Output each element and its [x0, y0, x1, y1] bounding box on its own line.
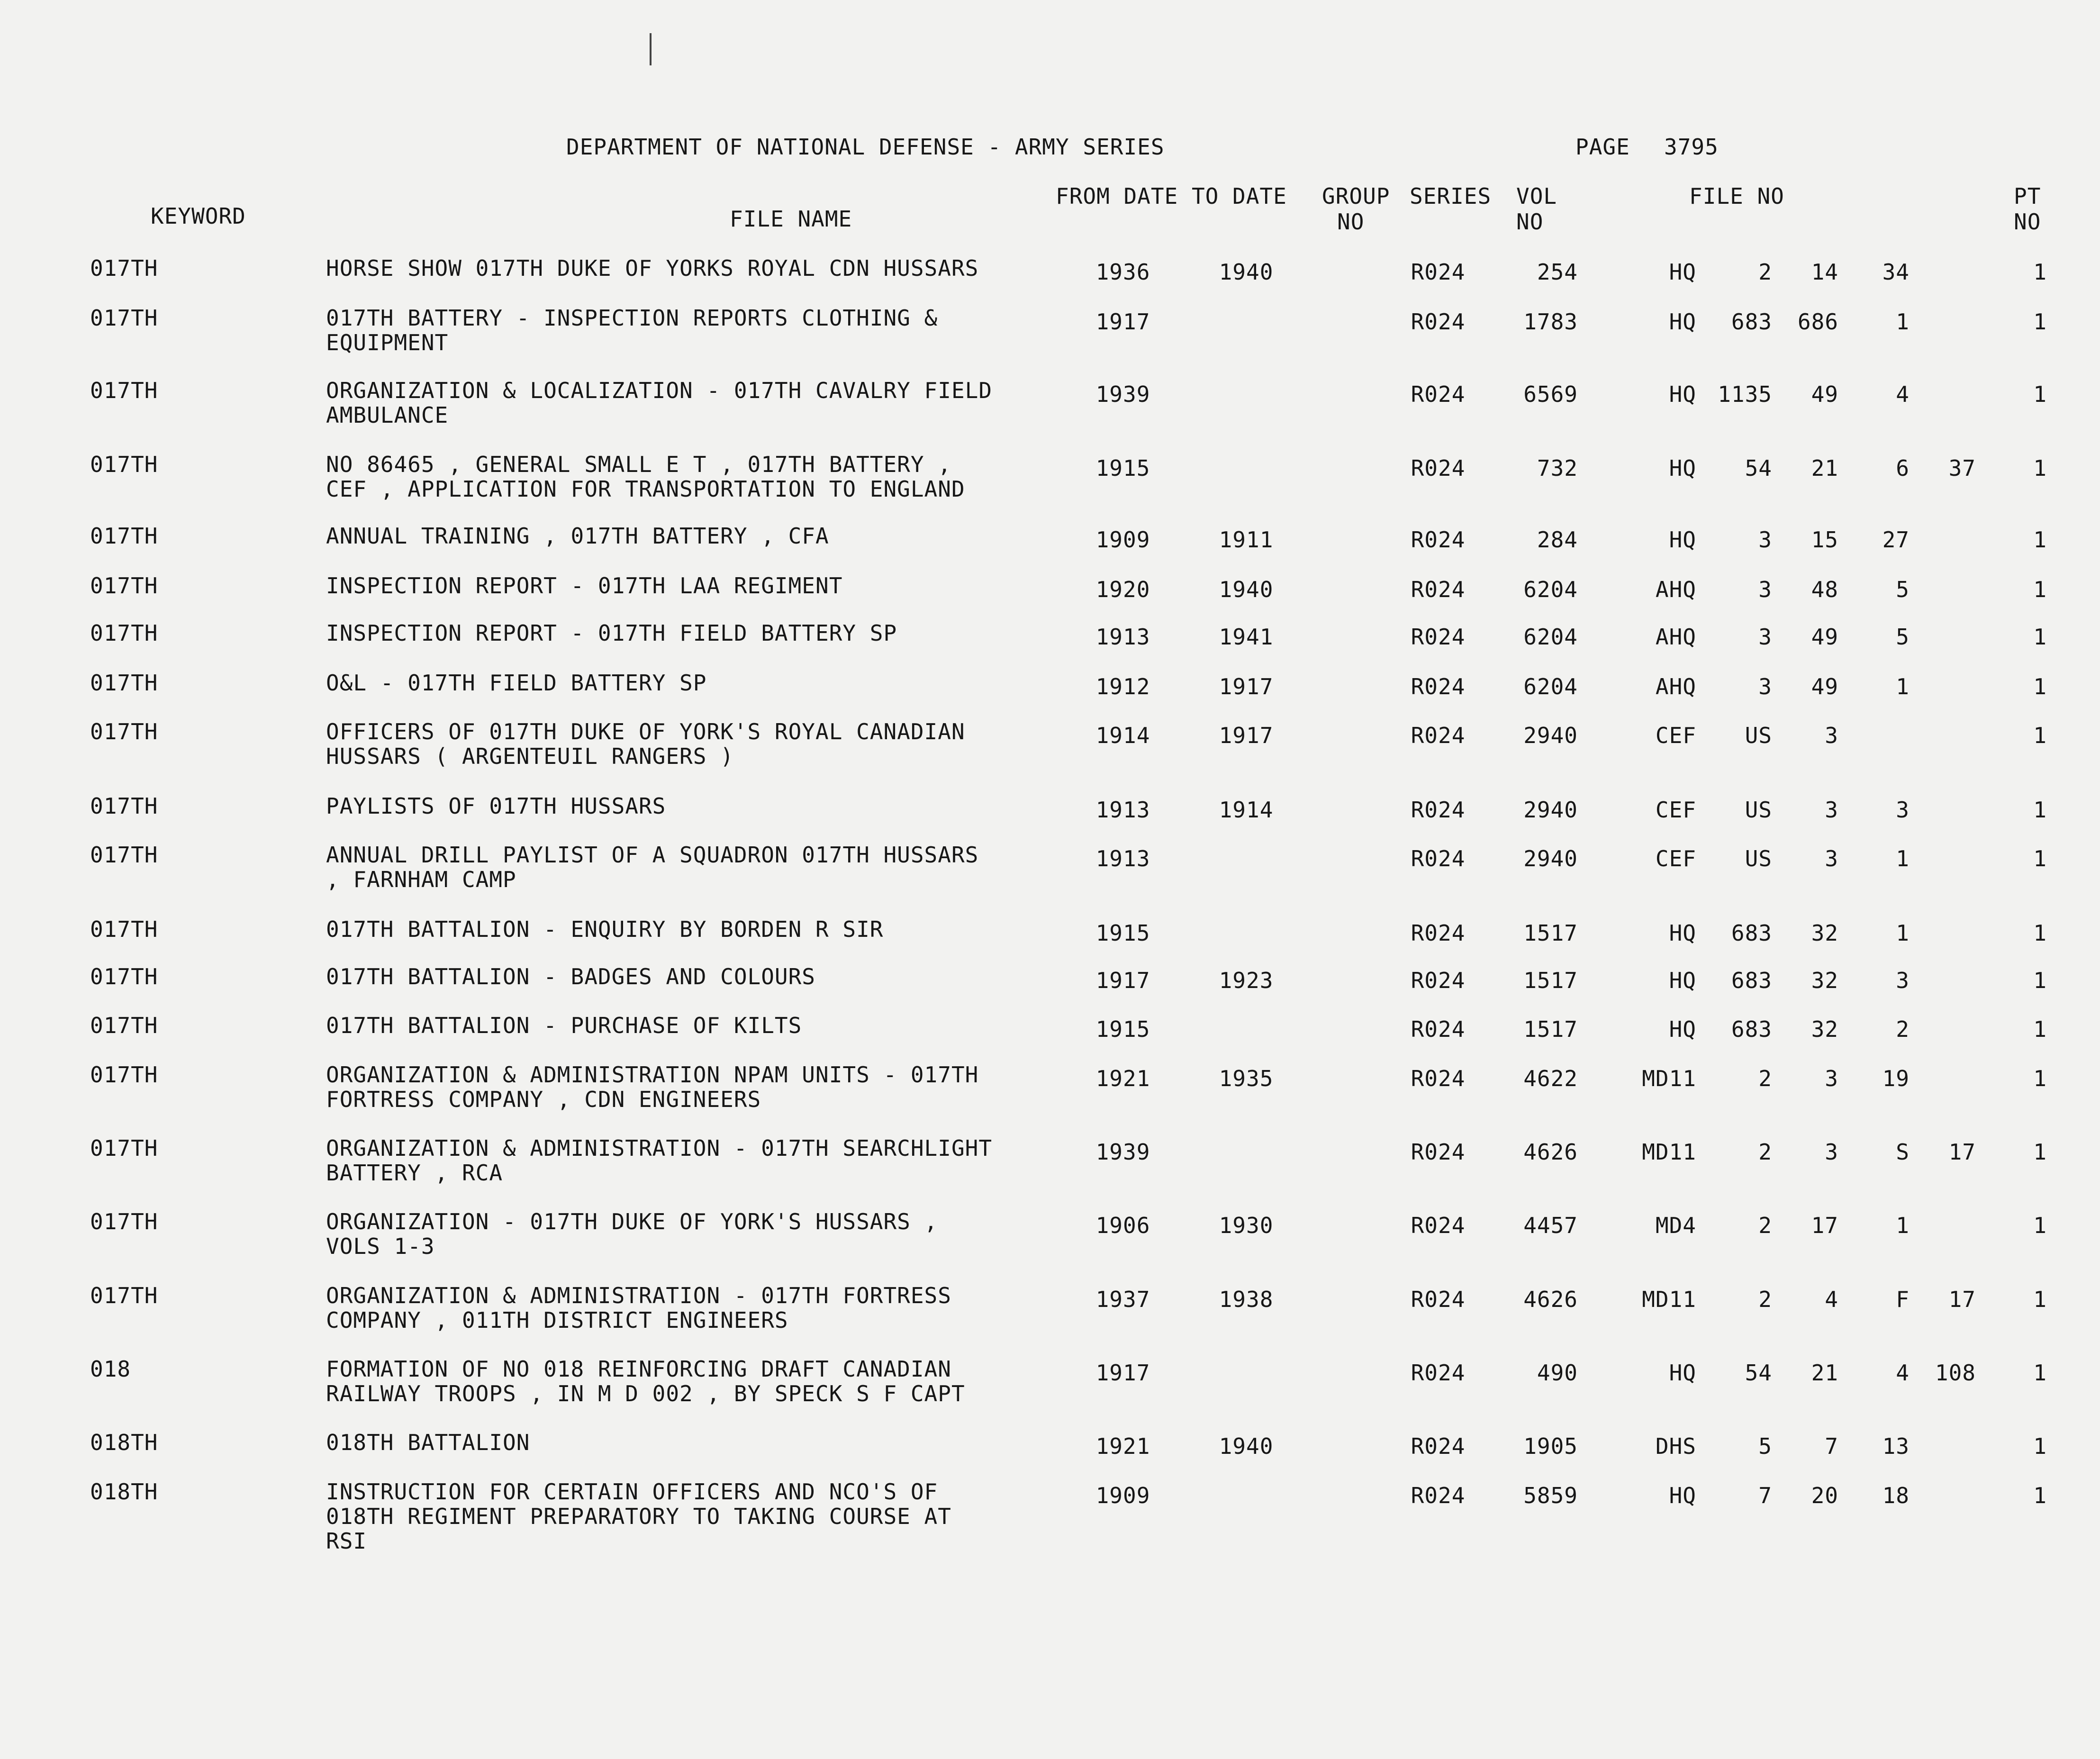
vol-no-cell: 6569 [1523, 381, 1578, 407]
keyword-cell: 017TH [90, 255, 158, 281]
series-cell: R024 [1411, 846, 1466, 871]
keyword-cell: 017TH [90, 1062, 158, 1088]
series-cell: R024 [1411, 1016, 1466, 1042]
file-no-part4-cell: 5 [1896, 624, 1910, 650]
file-no-part4-cell: 4 [1896, 1360, 1910, 1386]
file-no-part1-cell: CEF [1655, 846, 1696, 871]
vol-no-cell: 6204 [1523, 674, 1578, 699]
file-no-part2-cell: 2 [1758, 1139, 1772, 1165]
file-no-part3-cell: 17 [1811, 1213, 1838, 1238]
to-date-cell: 1940 [1219, 259, 1274, 285]
from-date-cell: 1917 [1095, 968, 1150, 993]
file-no-part4-cell: 1 [1896, 846, 1910, 871]
file-no-part4-cell: 34 [1882, 259, 1910, 285]
file-name-cell: ORGANIZATION & ADMINISTRATION - 017TH SEARCHLIGHT BATTERY , RCA [326, 1135, 993, 1186]
vol-no-cell: 6204 [1523, 624, 1578, 650]
file-no-part3-cell: 32 [1811, 920, 1838, 946]
keyword-cell: 017TH [90, 523, 158, 549]
file-no-part3-cell: 3 [1825, 797, 1838, 823]
vol-no-cell: 2940 [1523, 723, 1578, 748]
keyword-cell: 017TH [90, 719, 158, 744]
series-cell: R024 [1411, 259, 1466, 285]
vol-no-cell: 6204 [1523, 577, 1578, 602]
column-header-file-no: FILE NO [1689, 183, 1784, 209]
series-cell: R024 [1411, 1287, 1466, 1312]
series-cell: R024 [1411, 577, 1466, 602]
file-no-part3-cell: 32 [1811, 968, 1838, 993]
series-cell: R024 [1411, 674, 1466, 699]
file-no-part2-cell: 3 [1758, 674, 1772, 699]
file-name-cell: INSTRUCTION FOR CERTAIN OFFICERS AND NCO'S OF 018TH REGIMENT PREPARATORY TO TAKING COURSE AT RSI [326, 1479, 951, 1554]
vol-no-cell: 4626 [1523, 1287, 1578, 1312]
series-cell: R024 [1411, 1139, 1466, 1165]
keyword-cell: 017TH [90, 916, 158, 942]
file-no-part1-cell: HQ [1669, 920, 1696, 946]
pt-no-cell: 1 [2033, 968, 2047, 993]
keyword-cell: 018TH [90, 1479, 158, 1505]
file-no-part3-cell: 3 [1825, 846, 1838, 871]
keyword-cell: 017TH [90, 964, 158, 989]
file-no-part1-cell: AHQ [1655, 577, 1696, 602]
file-no-part4-cell: 5 [1896, 577, 1910, 602]
pt-no-cell: 1 [2033, 797, 2047, 823]
file-no-part1-cell: CEF [1655, 723, 1696, 748]
from-date-cell: 1937 [1095, 1287, 1150, 1312]
to-date-cell: 1914 [1219, 797, 1274, 823]
file-no-part1-cell: HQ [1669, 1483, 1696, 1508]
column-header-pt-no: NO [2014, 209, 2041, 235]
file-no-part2-cell: 683 [1731, 1016, 1772, 1042]
pt-no-cell: 1 [2033, 624, 2047, 650]
to-date-cell: 1930 [1219, 1213, 1274, 1238]
file-name-cell: HORSE SHOW 017TH DUKE OF YORKS ROYAL CDN HUSSARS [326, 255, 979, 281]
pt-no-cell: 1 [2033, 381, 2047, 407]
file-no-part1-cell: MD11 [1642, 1287, 1696, 1312]
series-cell: R024 [1411, 1433, 1466, 1459]
from-date-cell: 1906 [1095, 1213, 1150, 1238]
from-date-cell: 1913 [1095, 797, 1150, 823]
vol-no-cell: 1517 [1523, 1016, 1578, 1042]
column-header-vol-no: NO [1516, 209, 1544, 235]
file-name-cell: ORGANIZATION & LOCALIZATION - 017TH CAVALRY FIELD AMBULANCE [326, 378, 993, 428]
file-no-part3-cell: 7 [1825, 1433, 1838, 1459]
series-cell: R024 [1411, 1213, 1466, 1238]
series-cell: R024 [1411, 1066, 1466, 1091]
file-no-part3-cell: 32 [1811, 1016, 1838, 1042]
vol-no-cell: 732 [1537, 455, 1578, 481]
file-no-part2-cell: 7 [1758, 1483, 1772, 1508]
vol-no-cell: 1905 [1523, 1433, 1578, 1459]
from-date-cell: 1921 [1095, 1433, 1150, 1459]
pt-no-cell: 1 [2033, 1213, 2047, 1238]
from-date-cell: 1939 [1095, 381, 1150, 407]
to-date-cell: 1940 [1219, 1433, 1274, 1459]
keyword-cell: 018 [90, 1356, 131, 1382]
file-no-part1-cell: CEF [1655, 797, 1696, 823]
column-header-dates: FROM DATE TO DATE [1056, 183, 1287, 209]
pt-no-cell: 1 [2033, 527, 2047, 553]
from-date-cell: 1909 [1095, 1483, 1150, 1508]
page-number: 3795 [1664, 134, 1719, 160]
keyword-cell: 017TH [90, 1135, 158, 1161]
file-no-part1-cell: AHQ [1655, 674, 1696, 699]
series-cell: R024 [1411, 309, 1466, 335]
file-no-part4-cell: 18 [1882, 1483, 1910, 1508]
file-no-part2-cell: US [1745, 723, 1772, 748]
series-cell: R024 [1411, 455, 1466, 481]
pt-no-cell: 1 [2033, 259, 2047, 285]
vol-no-cell: 2940 [1523, 846, 1578, 871]
column-header-keyword: KEYWORD [151, 203, 246, 229]
to-date-cell: 1941 [1219, 624, 1274, 650]
file-no-part3-cell: 21 [1811, 1360, 1838, 1386]
file-no-part1-cell: HQ [1669, 309, 1696, 335]
from-date-cell: 1915 [1095, 1016, 1150, 1042]
from-date-cell: 1917 [1095, 1360, 1150, 1386]
to-date-cell: 1935 [1219, 1066, 1274, 1091]
vol-no-cell: 490 [1537, 1360, 1578, 1386]
file-no-part2-cell: 3 [1758, 527, 1772, 553]
file-no-part2-cell: US [1745, 846, 1772, 871]
file-no-part3-cell: 14 [1811, 259, 1838, 285]
series-cell: R024 [1411, 624, 1466, 650]
pt-no-cell: 1 [2033, 1360, 2047, 1386]
file-no-part3-cell: 49 [1811, 381, 1838, 407]
file-name-cell: ORGANIZATION & ADMINISTRATION NPAM UNITS - 017TH FORTRESS COMPANY , CDN ENGINEERS [326, 1062, 979, 1112]
file-no-part2-cell: 3 [1758, 624, 1772, 650]
file-name-cell: ORGANIZATION & ADMINISTRATION - 017TH FORTRESS COMPANY , 011TH DISTRICT ENGINEERS [326, 1283, 951, 1333]
file-no-part5-cell: 17 [1948, 1287, 1976, 1312]
file-no-part2-cell: 5 [1758, 1433, 1772, 1459]
file-no-part1-cell: HQ [1669, 1016, 1696, 1042]
to-date-cell: 1917 [1219, 723, 1274, 748]
column-header-vol: VOL [1516, 183, 1557, 209]
keyword-cell: 017TH [90, 378, 158, 403]
pt-no-cell: 1 [2033, 674, 2047, 699]
keyword-cell: 017TH [90, 452, 158, 477]
file-no-part4-cell: F [1896, 1287, 1910, 1312]
series-cell: R024 [1411, 1360, 1466, 1386]
file-no-part4-cell: 1 [1896, 309, 1910, 335]
keyword-cell: 017TH [90, 1209, 158, 1234]
from-date-cell: 1917 [1095, 309, 1150, 335]
series-cell: R024 [1411, 920, 1466, 946]
from-date-cell: 1920 [1095, 577, 1150, 602]
file-no-part5-cell: 108 [1935, 1360, 1976, 1386]
keyword-cell: 017TH [90, 305, 158, 331]
to-date-cell: 1938 [1219, 1287, 1274, 1312]
file-no-part3-cell: 3 [1825, 1139, 1838, 1165]
pt-no-cell: 1 [2033, 1483, 2047, 1508]
file-no-part1-cell: HQ [1669, 1360, 1696, 1386]
file-no-part2-cell: 683 [1731, 309, 1772, 335]
file-no-part1-cell: MD4 [1655, 1213, 1696, 1238]
series-cell: R024 [1411, 1483, 1466, 1508]
to-date-cell: 1923 [1219, 968, 1274, 993]
column-header-file-name: FILE NAME [730, 206, 852, 232]
file-no-part5-cell: 37 [1948, 455, 1976, 481]
column-header-group: GROUP [1322, 183, 1390, 209]
file-no-part2-cell: 54 [1745, 455, 1772, 481]
file-name-cell: INSPECTION REPORT - 017TH FIELD BATTERY SP [326, 620, 897, 646]
file-no-part3-cell: 4 [1825, 1287, 1838, 1312]
file-no-part3-cell: 49 [1811, 674, 1838, 699]
series-cell: R024 [1411, 527, 1466, 553]
vol-no-cell: 4622 [1523, 1066, 1578, 1091]
keyword-cell: 017TH [90, 842, 158, 868]
file-no-part3-cell: 3 [1825, 723, 1838, 748]
file-no-part1-cell: HQ [1669, 968, 1696, 993]
file-no-part4-cell: 1 [1896, 920, 1910, 946]
file-no-part2-cell: 683 [1731, 920, 1772, 946]
file-name-cell: NO 86465 , GENERAL SMALL E T , 017TH BATTERY , CEF , APPLICATION FOR TRANSPORTATION TO ENGLAND [326, 452, 965, 502]
file-name-cell: ORGANIZATION - 017TH DUKE OF YORK'S HUSSARS , VOLS 1-3 [326, 1209, 938, 1259]
from-date-cell: 1921 [1095, 1066, 1150, 1091]
file-no-part4-cell: 3 [1896, 968, 1910, 993]
from-date-cell: 1939 [1095, 1139, 1150, 1165]
file-no-part1-cell: HQ [1669, 259, 1696, 285]
pt-no-cell: 1 [2033, 920, 2047, 946]
vol-no-cell: 1517 [1523, 968, 1578, 993]
file-name-cell: 017TH BATTERY - INSPECTION REPORTS CLOTHING & EQUIPMENT [326, 305, 938, 355]
series-cell: R024 [1411, 723, 1466, 748]
pt-no-cell: 1 [2033, 309, 2047, 335]
pt-no-cell: 1 [2033, 577, 2047, 602]
file-name-cell: PAYLISTS OF 017TH HUSSARS [326, 793, 666, 819]
file-no-part1-cell: HQ [1669, 381, 1696, 407]
from-date-cell: 1915 [1095, 455, 1150, 481]
vol-no-cell: 2940 [1523, 797, 1578, 823]
from-date-cell: 1913 [1095, 846, 1150, 871]
file-no-part4-cell: 27 [1882, 527, 1910, 553]
vol-no-cell: 284 [1537, 527, 1578, 553]
file-no-part4-cell: 1 [1896, 1213, 1910, 1238]
pt-no-cell: 1 [2033, 1287, 2047, 1312]
keyword-cell: 018TH [90, 1430, 158, 1455]
file-no-part3-cell: 15 [1811, 527, 1838, 553]
file-no-part4-cell: 3 [1896, 797, 1910, 823]
pt-no-cell: 1 [2033, 723, 2047, 748]
file-no-part2-cell: 54 [1745, 1360, 1772, 1386]
to-date-cell: 1917 [1219, 674, 1274, 699]
file-no-part3-cell: 686 [1797, 309, 1838, 335]
file-no-part5-cell: 17 [1948, 1139, 1976, 1165]
from-date-cell: 1915 [1095, 920, 1150, 946]
file-name-cell: 017TH BATTALION - BADGES AND COLOURS [326, 964, 815, 989]
file-no-part3-cell: 20 [1811, 1483, 1838, 1508]
file-no-part3-cell: 49 [1811, 624, 1838, 650]
keyword-cell: 017TH [90, 793, 158, 819]
file-no-part4-cell: 6 [1896, 455, 1910, 481]
file-no-part2-cell: US [1745, 797, 1772, 823]
file-no-part1-cell: MD11 [1642, 1139, 1696, 1165]
column-header-group-no: NO [1337, 209, 1365, 235]
file-name-cell: O&L - 017TH FIELD BATTERY SP [326, 670, 707, 696]
file-name-cell: ANNUAL TRAINING , 017TH BATTERY , CFA [326, 523, 829, 549]
file-name-cell: FORMATION OF NO 018 REINFORCING DRAFT CANADIAN RAILWAY TROOPS , IN M D 002 , BY SPECK S F CAPT [326, 1356, 965, 1406]
series-cell: R024 [1411, 381, 1466, 407]
series-cell: R024 [1411, 797, 1466, 823]
file-name-cell: OFFICERS OF 017TH DUKE OF YORK'S ROYAL CANADIAN HUSSARS ( ARGENTEUIL RANGERS ) [326, 719, 965, 769]
vol-no-cell: 1783 [1523, 309, 1578, 335]
file-no-part3-cell: 21 [1811, 455, 1838, 481]
scan-mark [650, 33, 652, 65]
file-no-part2-cell: 2 [1758, 1287, 1772, 1312]
file-name-cell: 017TH BATTALION - PURCHASE OF KILTS [326, 1013, 802, 1038]
file-name-cell: 017TH BATTALION - ENQUIRY BY BORDEN R SIR [326, 916, 884, 942]
file-no-part4-cell: 2 [1896, 1016, 1910, 1042]
file-no-part2-cell: 2 [1758, 1213, 1772, 1238]
keyword-cell: 017TH [90, 670, 158, 696]
file-no-part4-cell: S [1896, 1139, 1910, 1165]
series-cell: R024 [1411, 968, 1466, 993]
from-date-cell: 1909 [1095, 527, 1150, 553]
vol-no-cell: 5859 [1523, 1483, 1578, 1508]
document-title: DEPARTMENT OF NATIONAL DEFENSE - ARMY SERIES [566, 134, 1165, 160]
file-no-part1-cell: HQ [1669, 455, 1696, 481]
to-date-cell: 1940 [1219, 577, 1274, 602]
pt-no-cell: 1 [2033, 1433, 2047, 1459]
from-date-cell: 1914 [1095, 723, 1150, 748]
vol-no-cell: 254 [1537, 259, 1578, 285]
file-no-part3-cell: 48 [1811, 577, 1838, 602]
vol-no-cell: 1517 [1523, 920, 1578, 946]
file-no-part2-cell: 2 [1758, 259, 1772, 285]
file-name-cell: 018TH BATTALION [326, 1430, 530, 1455]
vol-no-cell: 4626 [1523, 1139, 1578, 1165]
file-no-part2-cell: 3 [1758, 577, 1772, 602]
pt-no-cell: 1 [2033, 846, 2047, 871]
file-no-part4-cell: 19 [1882, 1066, 1910, 1091]
pt-no-cell: 1 [2033, 455, 2047, 481]
page-label: PAGE [1575, 134, 1630, 160]
column-header-pt: PT [2014, 183, 2041, 209]
vol-no-cell: 4457 [1523, 1213, 1578, 1238]
from-date-cell: 1913 [1095, 624, 1150, 650]
pt-no-cell: 1 [2033, 1066, 2047, 1091]
file-no-part4-cell: 13 [1882, 1433, 1910, 1459]
file-no-part4-cell: 1 [1896, 674, 1910, 699]
file-no-part2-cell: 683 [1731, 968, 1772, 993]
file-no-part1-cell: MD11 [1642, 1066, 1696, 1091]
file-no-part3-cell: 3 [1825, 1066, 1838, 1091]
pt-no-cell: 1 [2033, 1016, 2047, 1042]
file-no-part4-cell: 4 [1896, 381, 1910, 407]
to-date-cell: 1911 [1219, 527, 1274, 553]
file-no-part1-cell: DHS [1655, 1433, 1696, 1459]
from-date-cell: 1912 [1095, 674, 1150, 699]
keyword-cell: 017TH [90, 1013, 158, 1038]
pt-no-cell: 1 [2033, 1139, 2047, 1165]
keyword-cell: 017TH [90, 573, 158, 598]
column-header-series: SERIES [1410, 183, 1492, 209]
keyword-cell: 017TH [90, 1283, 158, 1308]
file-name-cell: ANNUAL DRILL PAYLIST OF A SQUADRON 017TH HUSSARS , FARNHAM CAMP [326, 842, 979, 892]
file-no-part1-cell: HQ [1669, 527, 1696, 553]
file-no-part2-cell: 2 [1758, 1066, 1772, 1091]
from-date-cell: 1936 [1095, 259, 1150, 285]
file-no-part2-cell: 1135 [1718, 381, 1772, 407]
keyword-cell: 017TH [90, 620, 158, 646]
file-no-part1-cell: AHQ [1655, 624, 1696, 650]
file-name-cell: INSPECTION REPORT - 017TH LAA REGIMENT [326, 573, 843, 598]
